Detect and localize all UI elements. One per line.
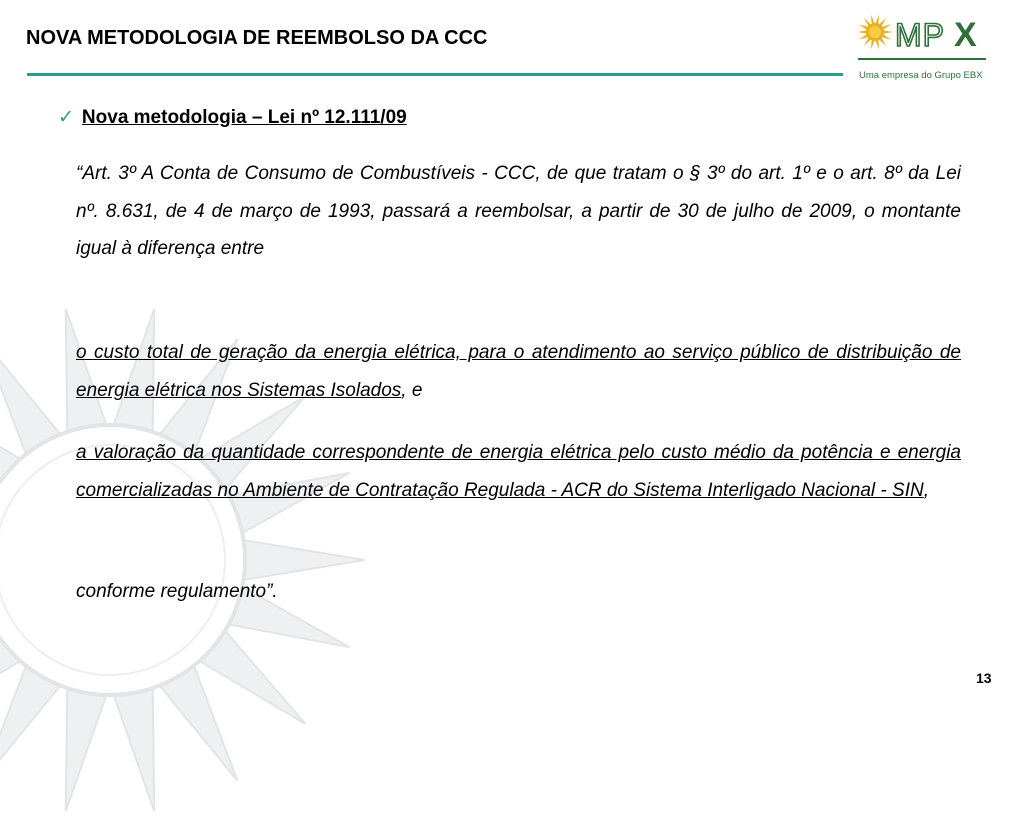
sun-ray [112, 683, 154, 811]
logo-x-text: X [954, 16, 977, 54]
paragraph-custo-total-tail: , e [401, 379, 423, 401]
section-subheading [58, 106, 407, 129]
paragraph-valoracao-tail: , [923, 479, 929, 501]
paragraph-conforme: conforme regulamento”. [76, 581, 278, 602]
sun-ray [66, 683, 108, 811]
paragraph-custo-total [76, 334, 961, 409]
logo-underline [858, 58, 986, 60]
paragraph-valoracao-underlined: a valoração da quantidade correspondente de energia elétrica pelo custo médio da potência e energia comercializadas no Ambiente de Contratação Regulada - ACR do Sistema Interligado Nacional - SIN [76, 442, 961, 501]
sun-ray [883, 30, 893, 33]
checkmark-icon: ✓ [58, 107, 74, 128]
sun-logo-icon [857, 14, 893, 49]
sun-ray [857, 30, 867, 33]
page-title: NOVA METODOLOGIA DE REEMBOLSO DA CCC [26, 27, 488, 49]
page-number: 13 [976, 670, 992, 686]
paragraph-article: “Art. 3º A Conta de Consumo de Combustíveis - CCC, de que tratam o § 3º do art. 1º e o art. 8º da Lei nº. 8.631, de 4 de março de 1993, passará a reembolsar, a partir de 30 de julho de 2009, o montante igual à diferença entre [76, 163, 961, 259]
logo-mp-text: MP [895, 17, 945, 53]
title-divider [27, 73, 843, 76]
paragraph-custo-total-underlined: o custo total de geração da energia elétrica, para o atendimento ao serviço público de distribuição de energia elétrica nos Sistemas Isolados [76, 342, 961, 401]
subheading-text: Nova metodologia – Lei nº 12.111/09 [81, 107, 407, 128]
logo-tagline: Uma empresa do Grupo EBX [859, 70, 983, 81]
paragraph-valoracao [76, 434, 961, 509]
